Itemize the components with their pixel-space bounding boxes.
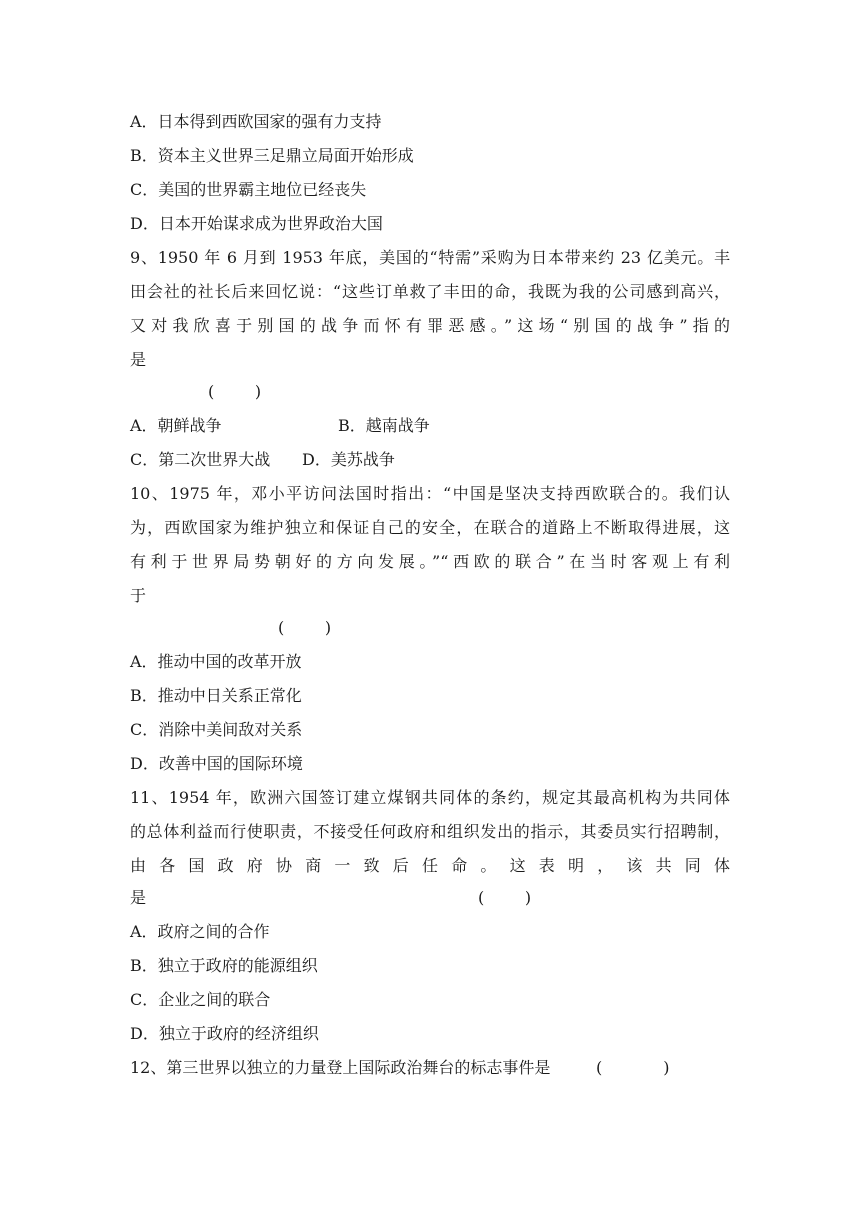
q11-stem-line: 是 bbox=[130, 888, 147, 907]
q9-option-b: B．越南战争 bbox=[338, 416, 430, 435]
q11-stem-line: 由各国政府协商一致后任命。这表明，该共同体 bbox=[130, 856, 730, 875]
option-c: C．美国的世界霸主地位已经丧失 bbox=[130, 180, 367, 199]
q10-option-a: A．推动中国的改革开放 bbox=[130, 652, 302, 671]
option-b: B．资本主义世界三足鼎立局面开始形成 bbox=[130, 146, 414, 165]
q12-answer-blank: ( ) bbox=[596, 1058, 670, 1077]
q11-answer-blank: ( ) bbox=[478, 888, 532, 907]
q10-stem-line: 有利于世界局势朝好的方向发展。”“西欧的联合”在当时客观上有利 bbox=[130, 552, 730, 571]
q10-option-c: C．消除中美间敌对关系 bbox=[130, 720, 303, 739]
q9-option-d: D．美苏战争 bbox=[302, 450, 395, 469]
q11-option-c: C．企业之间的联合 bbox=[130, 990, 271, 1009]
option-a: A．日本得到西欧国家的强有力支持 bbox=[130, 112, 382, 131]
q9-stem-line: 又对我欣喜于别国的战争而怀有罪恶感。”这场“别国的战争”指的 bbox=[130, 316, 730, 335]
q11-stem-line: 11、1954 年，欧洲六国签订建立煤钢共同体的条约，规定其最高机构为共同体 bbox=[130, 788, 730, 807]
q9-stem-line: 是 bbox=[130, 350, 147, 369]
q10-stem-line: 于 bbox=[130, 586, 147, 605]
q9-option-c: C．第二次世界大战 bbox=[130, 450, 271, 469]
q11-option-a: A．政府之间的合作 bbox=[130, 922, 270, 941]
q9-stem-line: 9、1950 年 6 月到 1953 年底，美国的“特需”采购为日本带来约 23 亿美元。丰 bbox=[130, 248, 730, 267]
q12-stem: 12、第三世界以独立的力量登上国际政治舞台的标志事件是 bbox=[130, 1058, 551, 1077]
q10-stem-line: 10、1975 年，邓小平访问法国时指出：“中国是坚决支持西欧联合的。我们认 bbox=[130, 484, 730, 503]
q10-option-b: B．推动中日关系正常化 bbox=[130, 686, 302, 705]
q9-option-a: A．朝鲜战争 bbox=[130, 416, 222, 435]
q11-option-b: B．独立于政府的能源组织 bbox=[130, 956, 318, 975]
option-d: D．日本开始谋求成为世界政治大国 bbox=[130, 214, 383, 233]
q10-option-d: D．改善中国的国际环境 bbox=[130, 754, 303, 773]
q9-answer-blank: ( ) bbox=[208, 382, 262, 401]
q10-answer-blank: ( ) bbox=[278, 618, 332, 637]
q10-stem-line: 为，西欧国家为维护独立和保证自己的安全，在联合的道路上不断取得进展，这 bbox=[130, 518, 730, 537]
q9-stem-line: 田会社的社长后来回忆说：“这些订单救了丰田的命，我既为我的公司感到高兴， bbox=[130, 282, 730, 301]
q11-option-d: D．独立于政府的经济组织 bbox=[130, 1024, 319, 1043]
q11-stem-line: 的总体利益而行使职责，不接受任何政府和组织发出的指示，其委员实行招聘制， bbox=[130, 822, 730, 841]
